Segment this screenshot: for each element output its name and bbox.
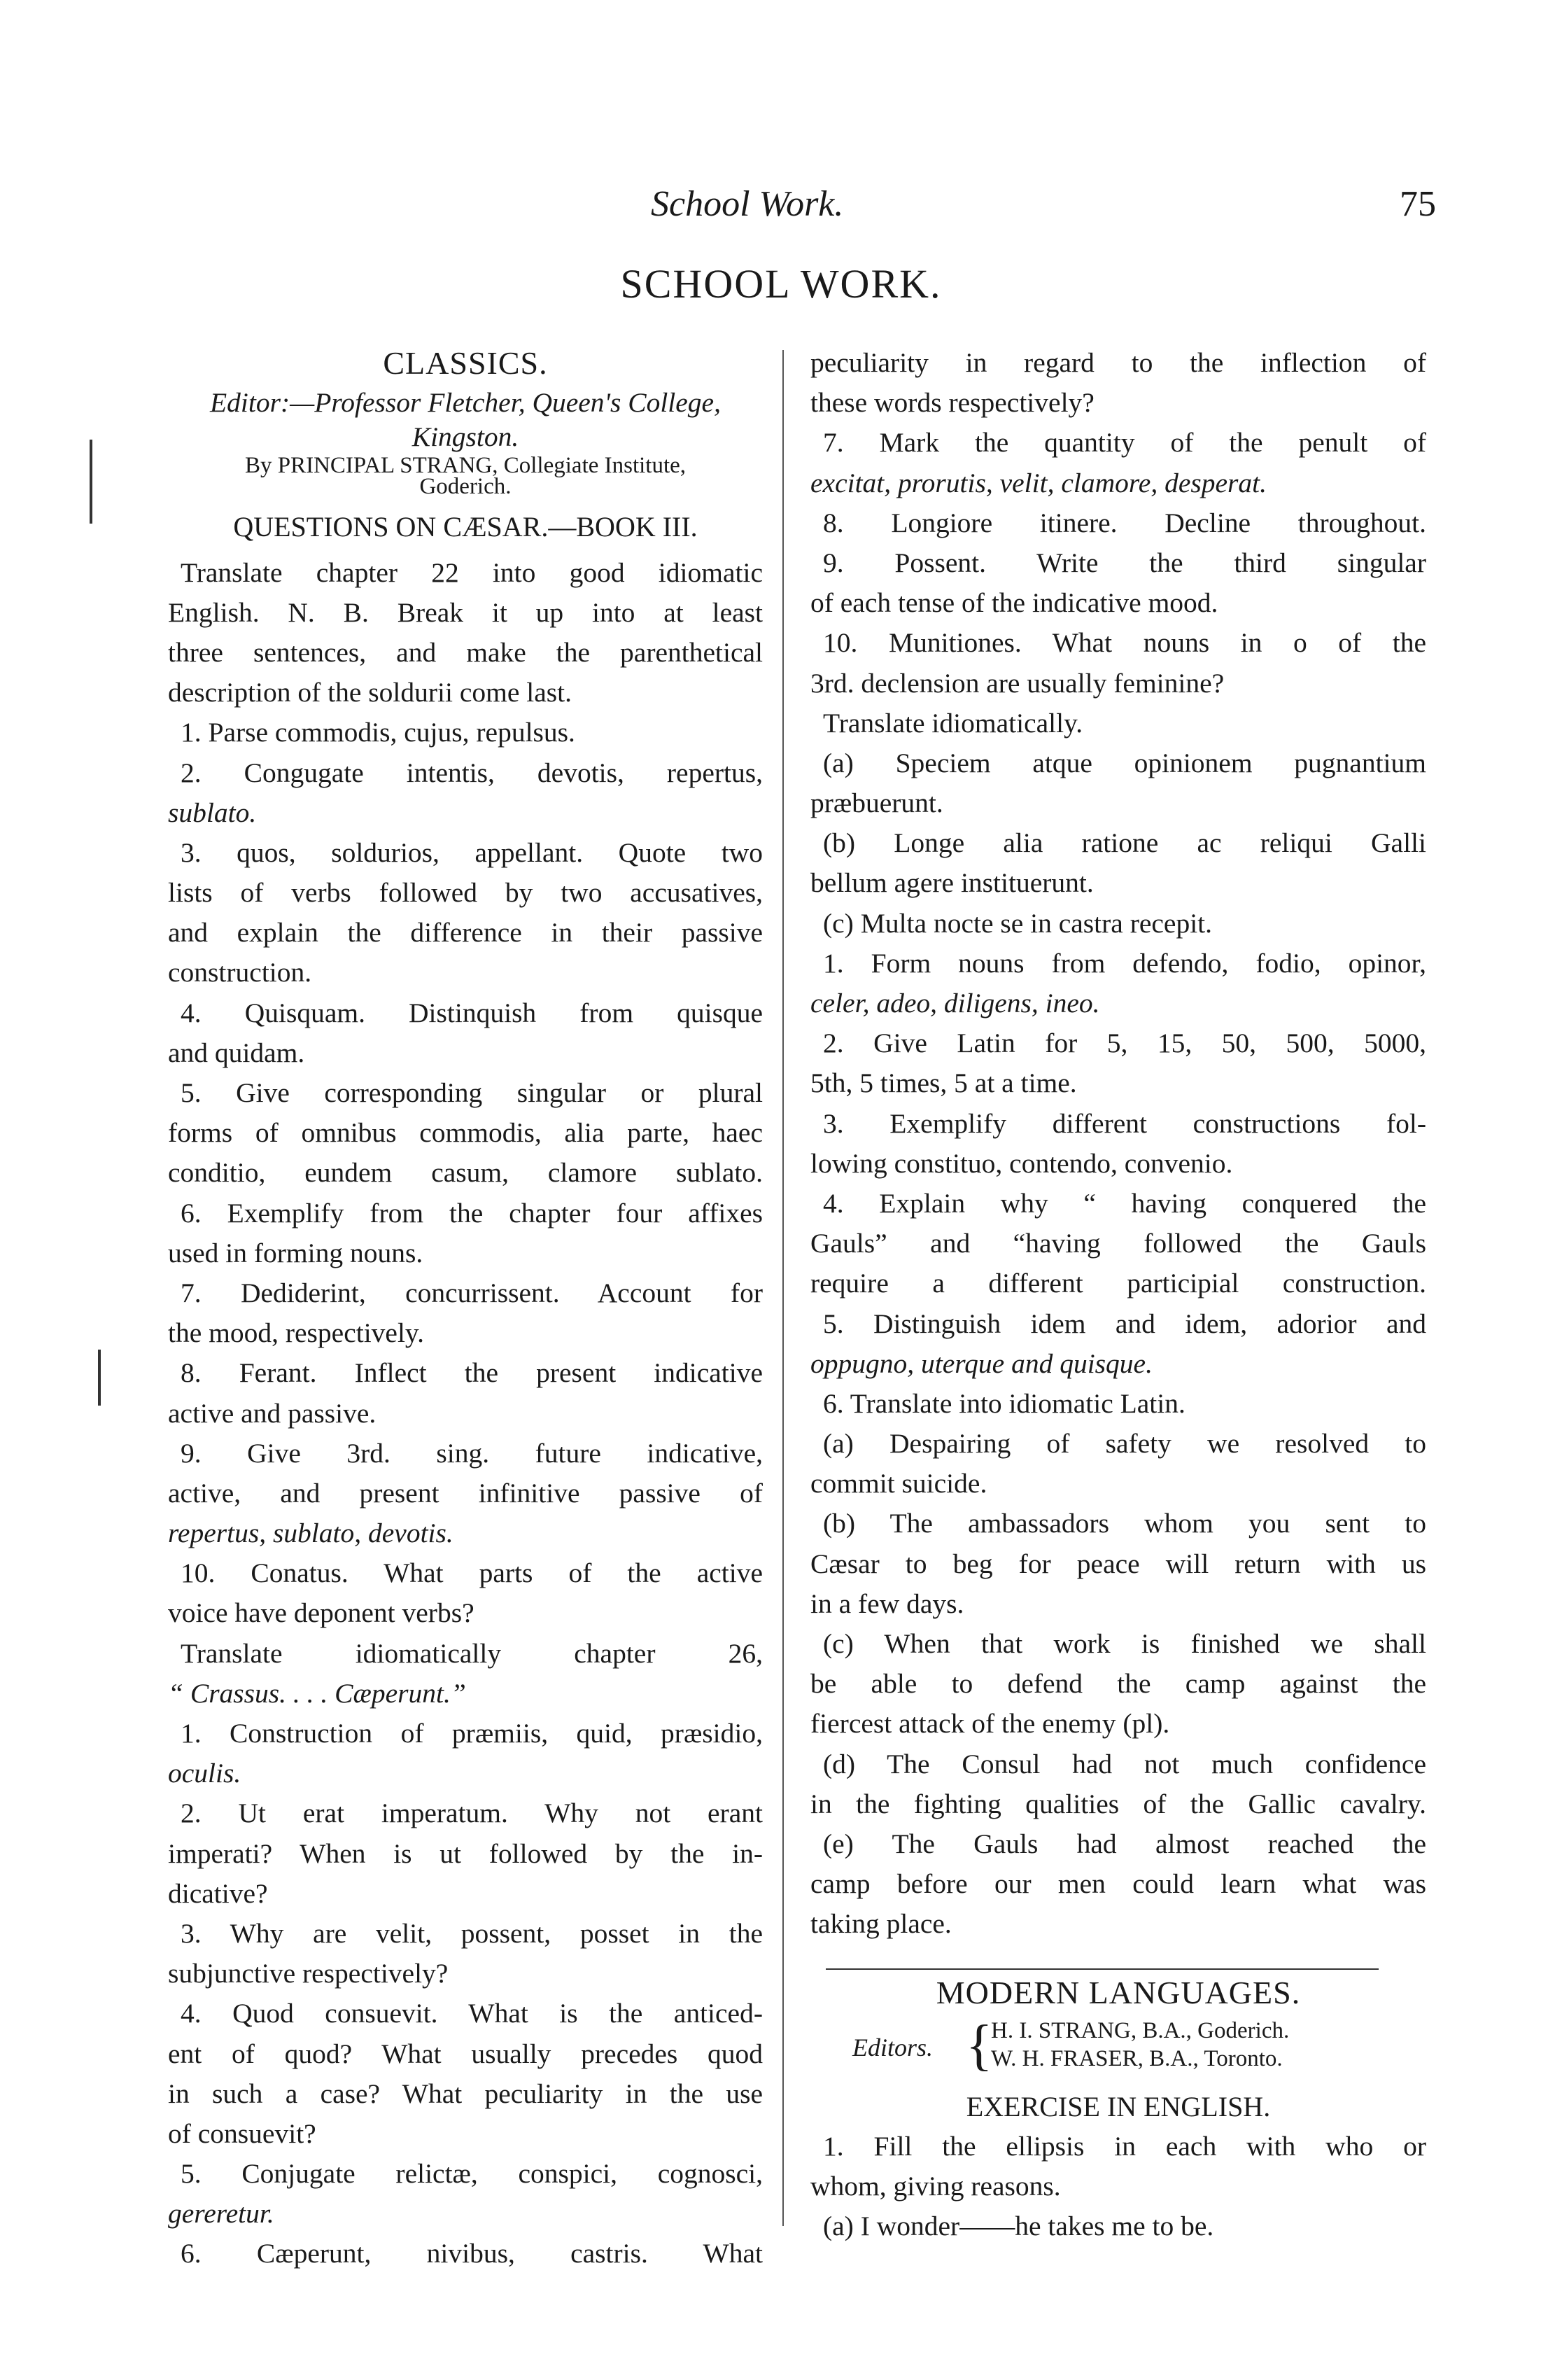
text-line: conditio, eundem casum, clamore sublato. — [168, 1157, 763, 1189]
text-line: 5. Distinguish idem and idem, adorior and — [823, 1308, 1426, 1339]
brace-icon: { — [966, 2014, 993, 2076]
text-line: 3. quos, soldurios, appellant. Quote two — [181, 836, 763, 868]
text-line: lists of verbs followed by two accusatives, — [168, 877, 763, 909]
text-line: in a few days. — [810, 1588, 964, 1619]
margin-mark — [98, 1350, 101, 1406]
text-line: Translate idiomatically. — [823, 707, 1083, 738]
text-line: 1. Construction of præmiis, quid, præsidio, — [181, 1718, 763, 1749]
text-line: used in forming nouns. — [168, 1237, 423, 1268]
text-line: Translate chapter 22 into good idiomatic — [181, 556, 763, 588]
text-line: 5th, 5 times, 5 at a time. — [810, 1068, 1077, 1099]
text-line: dicative? — [168, 1877, 268, 1909]
text-line: (b) The ambassadors whom you sent to — [823, 1508, 1426, 1539]
right-column — [810, 343, 1426, 2246]
text-line: construction. — [168, 957, 312, 988]
text-line: require a different participial construction. — [810, 1268, 1426, 1299]
text-line: (a) Speciem atque opinionem pugnantium — [823, 747, 1426, 778]
section-rule — [826, 1968, 1379, 1970]
text-line: 8. Ferant. Inflect the present indicative — [181, 1357, 763, 1389]
section-heading-modern-languages: MODERN LANGUAGES. — [936, 1974, 1301, 2010]
text-line: 9. Give 3rd. sing. future indicative, — [181, 1437, 763, 1469]
text-line: 5. Conjugate relictæ, conspici, cognosci, — [181, 2158, 763, 2190]
text-line: 7. Mark the quantity of the penult of — [823, 427, 1426, 458]
text-line: 4. Quisquam. Distinquish from quisque — [181, 997, 763, 1028]
margin-mark — [90, 440, 92, 524]
text-line: in the fighting qualities of the Gallic cavalry. — [810, 1788, 1426, 1819]
text-line: active, and present infinitive passive of — [168, 1477, 763, 1508]
text-line: bellum agere instituerunt. — [810, 867, 1094, 899]
text-line: 10. Munitiones. What nouns in o of the — [823, 627, 1426, 659]
column-divider — [782, 350, 784, 2226]
section-heading-classics: CLASSICS. — [383, 345, 548, 381]
text-line: in such a case? What peculiarity in the use — [168, 2078, 763, 2109]
text-line: 2. Congugate intentis, devotis, repertus, — [181, 757, 763, 788]
text-line: camp before our men could learn what was — [810, 1868, 1426, 1900]
text-line: 9. Possent. Write the third singular — [823, 547, 1426, 578]
text-line: active and passive. — [168, 1397, 377, 1429]
subsection-heading: EXERCISE IN ENGLISH. — [966, 2090, 1271, 2122]
subsection-heading: QUESTIONS ON CÆSAR.—BOOK III. — [233, 511, 698, 543]
text-line: the mood, respectively. — [168, 1317, 424, 1349]
text-line: gereretur. — [168, 2198, 274, 2230]
editor-name: H. I. STRANG, B.A., Goderich. — [991, 2017, 1290, 2043]
text-line: (e) The Gauls had almost reached the — [823, 1828, 1426, 1859]
editor-name: W. H. FRASER, B.A., Toronto. — [991, 2045, 1283, 2071]
text-line: of consuevit? — [168, 2118, 316, 2149]
text-line: oculis. — [168, 1758, 241, 1789]
text-line: 8. Longiore itinere. Decline throughout. — [823, 507, 1426, 538]
text-line: imperati? When is ut followed by the in- — [168, 1837, 763, 1869]
text-line: (d) The Consul had not much confidence — [823, 1748, 1426, 1779]
text-line: 3. Why are velit, possent, posset in the — [181, 1917, 763, 1949]
left-column — [168, 343, 763, 2274]
text-line: these words respectively? — [810, 387, 1095, 419]
text-line: ent of quod? What usually precedes quod — [168, 2038, 763, 2069]
text-line: 4. Quod consuevit. What is the anticed- — [181, 1998, 763, 2029]
text-line: præbuerunt. — [810, 788, 943, 819]
text-line: 1. Form nouns from defendo, fodio, opinor, — [823, 947, 1426, 979]
editors-block — [810, 2014, 1426, 2080]
text-line: 3. Exemplify different constructions fol- — [823, 1107, 1426, 1139]
text-line: 7. Dediderint, concurrissent. Account for — [181, 1277, 763, 1308]
text-line: 2. Ut erat imperatum. Why not erant — [181, 1798, 763, 1829]
editor-line: Kingston. — [411, 421, 519, 453]
text-line: 3rd. declension are usually feminine? — [810, 667, 1225, 699]
text-line: “ Crassus. . . . Cæperunt.” — [168, 1677, 466, 1709]
text-line: lowing constituo, contendo, convenio. — [810, 1147, 1233, 1179]
editors-label: Editors. — [852, 2033, 934, 2062]
text-line: Cæsar to beg for peace will return with us — [810, 1548, 1426, 1579]
author-line: By PRINCIPAL STRANG, Collegiate Institute, — [244, 453, 687, 479]
text-line: and quidam. — [168, 1037, 305, 1068]
text-line: Gauls” and “having followed the Gauls — [810, 1228, 1426, 1259]
text-line: commit suicide. — [810, 1468, 987, 1499]
text-line: voice have deponent verbs? — [168, 1597, 474, 1629]
text-line: be able to defend the camp against the — [810, 1668, 1426, 1700]
text-line: 10. Conatus. What parts of the active — [181, 1558, 763, 1589]
editor-line: Editor:—Professor Fletcher, Queen's College, — [210, 387, 721, 419]
text-line: peculiarity in regard to the inflection of — [810, 347, 1426, 378]
text-line: taking place. — [810, 1908, 952, 1940]
text-line: English. N. B. Break it up into at least — [168, 596, 763, 628]
author-line: Goderich. — [419, 474, 512, 500]
page-title: SCHOOL WORK. — [620, 261, 942, 307]
text-line: excitat, prorutis, velit, clamore, desperat. — [810, 467, 1267, 498]
text-line: 1. Fill the ellipsis in each with who or — [823, 2130, 1426, 2162]
text-line: three sentences, and make the parenthetical — [168, 636, 763, 668]
text-line: oppugno, uterque and quisque. — [810, 1348, 1153, 1379]
text-line: 1. Parse commodis, cujus, repulsus. — [181, 717, 575, 748]
text-line: 6. Exemplify from the chapter four affixes — [181, 1197, 763, 1228]
text-line: 2. Give Latin for 5, 15, 50, 500, 5000, — [823, 1028, 1426, 1059]
text-line: (c) Multa nocte se in castra recepit. — [823, 907, 1213, 939]
text-line: 4. Explain why “ having conquered the — [823, 1187, 1426, 1219]
text-line: fiercest attack of the enemy (pl). — [810, 1708, 1170, 1740]
text-line: (a) Despairing of safety we resolved to — [823, 1428, 1426, 1460]
text-line: 6. Translate into idiomatic Latin. — [823, 1387, 1185, 1419]
text-line: of each tense of the indicative mood. — [810, 587, 1218, 619]
text-line: (b) Longe alia ratione ac reliqui Galli — [823, 827, 1426, 859]
text-line: description of the soldurii come last. — [168, 677, 572, 708]
page-number: 75 — [1400, 184, 1436, 224]
text-line: repertus, sublato, devotis. — [168, 1518, 453, 1549]
running-head: School Work. — [651, 184, 844, 224]
text-line: 5. Give corresponding singular or plural — [181, 1077, 763, 1108]
text-line: 6. Cæperunt, nivibus, castris. What — [181, 2238, 763, 2269]
text-line: and explain the difference in their passive — [168, 917, 763, 948]
text-line: (a) I wonder——he takes me to be. — [823, 2211, 1214, 2242]
text-line: celer, adeo, diligens, ineo. — [810, 988, 1100, 1018]
text-line: forms of omnibus commodis, alia parte, haec — [168, 1117, 763, 1149]
text-line: (c) When that work is finished we shall — [823, 1628, 1426, 1659]
text-line: sublato. — [168, 797, 257, 828]
text-line: Translate idiomatically chapter 26, — [181, 1637, 763, 1669]
text-line: whom, giving reasons. — [810, 2171, 1061, 2202]
text-line: subjunctive respectively? — [168, 1958, 449, 1989]
